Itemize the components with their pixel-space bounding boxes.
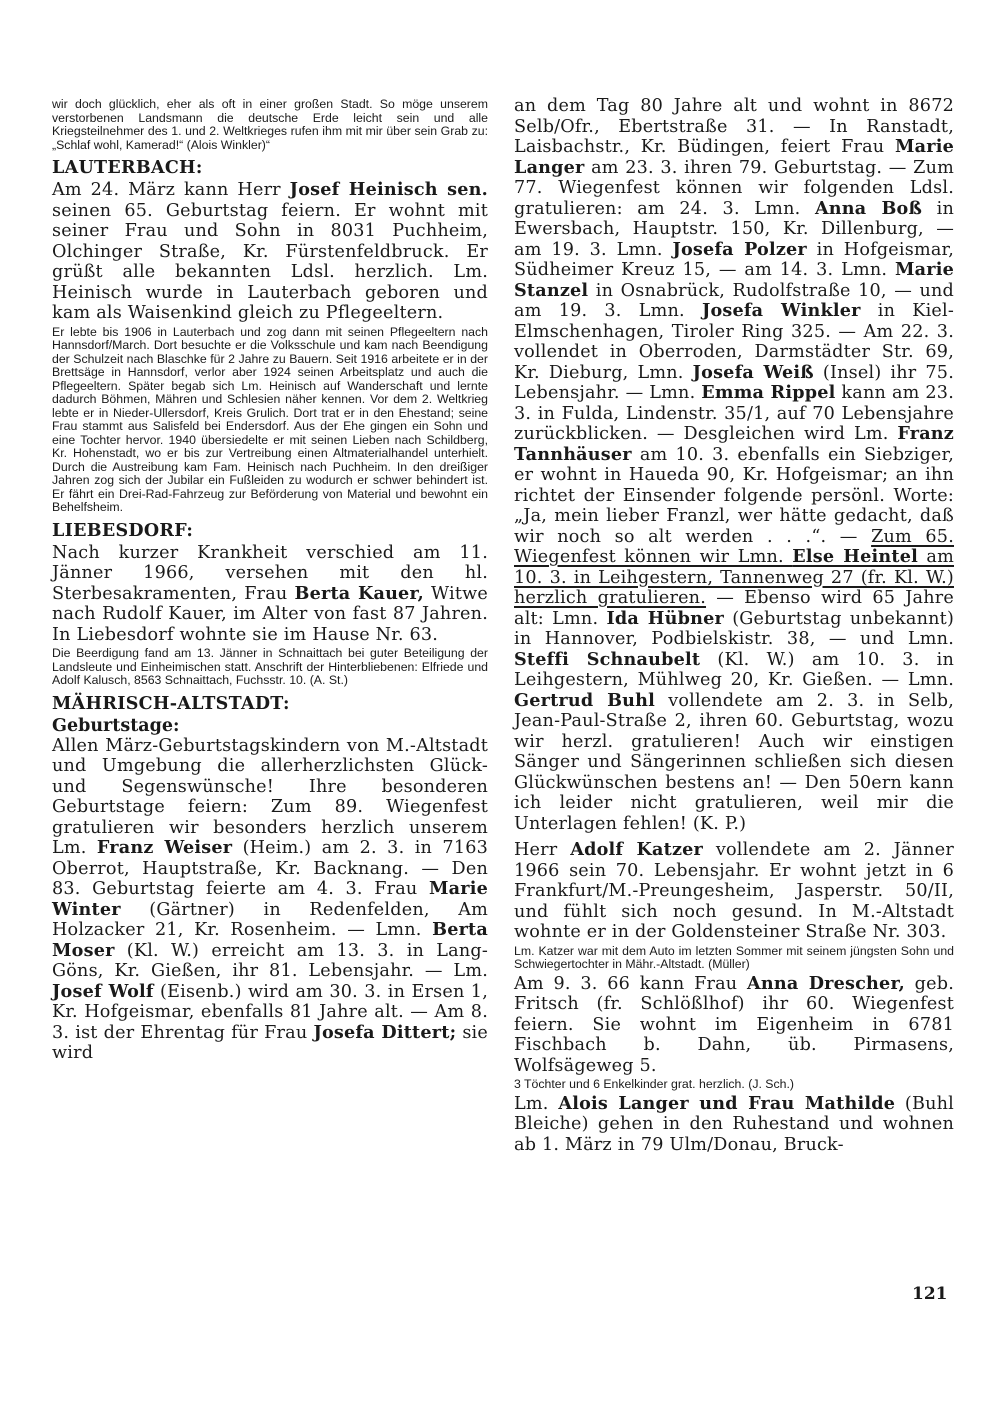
person-name: Josef Heinisch sen. — [289, 179, 488, 200]
katzer-paragraph: Herr Adolf Katzer vollendete am 2. Jänner 1966 sein 70. Lebensjahr. Er wohnt jetzt in 6 Frankfurt/M.-Preungesheim, Jasperstr. 50/II, und fühlt sich noch gesund. In M.-Altstadt wohnte er in der Goldensteiner Straße Nr. 303. — [514, 839, 954, 942]
person-name: Berta Moser — [52, 919, 488, 961]
liebesdorf-detail: Die Beerdigung fand am 13. Jänner in Schnaittach bei guter Beteiligung der Landsleute und Einheimischen statt. Anschrift der Hinterbliebenen: Elfriede und Adolf Kalusch, 8563 Schnaittach, Fuchsstr. 10. (A. St.) — [52, 646, 488, 687]
person-name: Else Heintel — [792, 546, 918, 567]
person-name: Franz Tannhäuser — [514, 423, 954, 465]
lauterbach-detail: Er lebte bis 1906 in Lauterbach und zog dann mit seinen Pflegeeltern nach Hannsdorf/March. Dort besuchte er die Volksschule und kam nach Beendigung der Schulzeit nach Blaschke für 2 Jahre zu Bauern. Seit 1916 arbeitete er in der Brettsäge in Hannsdorf, verlor aber 1924 seinen Arbeitsplatz und auch die Pflegeeltern. Später begab sich Lm. Heinisch auf Wanderschaft und lernte dadurch Böhmen, Mähren und Schlesien näher kennen. Vor dem 2. Weltkrieg lebte er in Nieder-Ullersdorf, Kreis Grulich. Dort trat er in den Ehestand; seine Frau stammt aus Salisfeld bei Endersdorf. Aus der Ehe gingen ein Sohn und eine Tochter hervor. 1940 übersiedelte er mit seinen Lieben nach Schildberg, Kr. Hohenstadt, wo er bis zur Vertreibung einen Altmaterialhandel unterhielt. Durch die Austreibung kam Fam. Heinisch nach Puchheim. In den dreißiger Jahren zog sich der Jubilar ein Fußleiden zu wodurch er schwer behindert ist. Er fährt ein Drei-Rad-Fahrzeug zur Beförderung von Material und bewohnt ein Behelfsheim. — [52, 324, 488, 514]
person-name: Gertrud Buhl — [514, 689, 656, 711]
person-name: Josefa Dittert; — [313, 1021, 457, 1043]
person-name: Berta Kauer, — [294, 582, 424, 604]
langer-paragraph: Lm. Alois Langer und Frau Mathilde (Buhl Bleiche) gehen in den Ruhestand und wohnen ab 1. März in 79 Ulm/Donau, Bruck- — [514, 1092, 954, 1155]
section-heading-lauterbach: LAUTERBACH: — [52, 158, 203, 178]
drescher-paragraph: Am 9. 3. 66 kann Frau Anna Drescher, geb. Fritsch (fr. Schlößlhof) ihr 60. Wiegenfest feiern. Sie wohnt im Eigenheim in 6781 Fischbach b. Dahn, üb. Pirmasens, Wolfsägeweg 5. — [514, 972, 955, 1076]
person-name: Emma Rippel — [701, 382, 836, 403]
underlined-passage: am 10. 3. in Leihgestern, Tannenweg 27 (fr. Kl. W.) herzlich gratulieren. — [514, 547, 954, 608]
subheading-geburtstage: Geburtstage: — [52, 715, 180, 736]
person-name: Anna Boß — [814, 197, 923, 219]
right-column — [514, 96, 954, 1155]
liebesdorf-paragraph: Nach kurzer Krankheit verschied am 11. Jänner 1966, versehen mit den hl. Sterbesakramenten, Frau Berta Kauer, Witwe nach Rudolf Kauer, im Alter von fast 87 Jahren. In Liebesdorf wohnte sie im Hause Nr. 63. — [52, 542, 488, 645]
person-name: Josefa Winkler — [701, 300, 861, 321]
person-name: Franz Weiser — [96, 837, 233, 858]
drescher-detail: 3 Töchter und 6 Enkelkinder grat. herzlich. (J. Sch.) — [514, 1077, 795, 1091]
birthday-paragraph: an dem Tag 80 Jahre alt und wohnt in 8672 Selb/Ofr., Ebertstraße 31. — In Ranstadt, Laisbachstr., Kr. Büdingen, feiert Frau Marie Langer am 23. 3. ihren 79. Geburtstag. — Zum 77. Wiegenfest können wir folgenden Ldsl. gratulieren: am 24. 3. Lmn. Anna Boß in Ewersbach, Hauptstr. 150, Kr. Dillenburg, — am 19. 3. Lmn. Josefa Polzer in Hofgeismar, Südheimer Kreuz 15, — am 14. 3. Lmn. Marie Stanzel in Osnabrück, Rudolfstraße 10, — und am 19. 3. Lmn. Josefa Winkler in Kiel-Elmschenhagen, Tiroler Ring 325. — Am 22. 3. vollendet in Oberroden, Darmstädter Str. 69, Kr. Dieburg, Lmn. Josefa Weiß (Insel) ihr 75. Lebensjahr. — Lmn. Emma Rippel kann am 23. 3. in Fulda, Lindenstr. 35/1, auf 70 Lebensjahre zurückblicken. — Desgleichen wird Lm. Franz Tannhäuser am 10. 3. ebenfalls ein Siebziger, er wohnt in Haueda 90, Kr. Hofgeismar; an ihn richtet der Einsender folgende persönl. Worte: „Ja, mein lieber Franzl, wer hätte gedacht, daß wir noch so alt werden . . .“. — Zum 65. Wiegenfest können wir Lmn. Else Heintel am 10. 3. in Leihgestern, Tannenweg 27 (fr. Kl. W.) herzlich gratulieren. — Ebenso wird 65 Jahre alt: Lmn. Ida Hübner (Geburtstag unbekannt) in Hannover, Podbielskistr. 38, — und Lmn. Steffi Schnaubelt (Kl. W.) am 10. 3. in Leihgestern, Mühlweg 20, Kr. Gießen. — Lmn. Gertrud Buhl vollendete am 2. 3. in Selb, Jean-Paul-Straße 2, ihren 60. Geburtstag, wozu wir herzl. gratulieren! Auch wir einstigen Sänger und Sängerinnen schließen sich diesen Glückwünschen bestens an! — Den 50ern kann ich leider nicht gratulieren, weil mir die Unterlagen fehlen! (K. P.) — [514, 96, 955, 834]
person-name: Marie Stanzel — [514, 259, 954, 301]
person-name: Josefa Weiß — [692, 361, 814, 383]
person-name: Steffi Schnaubelt — [514, 648, 701, 670]
person-name: Marie Langer — [514, 136, 954, 178]
section-heading-liebesdorf: LIEBESDORF: — [52, 520, 194, 541]
person-name: Josef Wolf — [52, 980, 154, 1002]
person-name: Alois Langer und Frau Mathilde — [558, 1092, 896, 1114]
left-column — [52, 96, 488, 1064]
underlined-passage: Zum 65. Wiegenfest können wir Lmn. — [514, 526, 954, 567]
lauterbach-paragraph: Am 24. März kann Herr Josef Heinisch sen. seinen 65. Geburtstag feiern. Er wohnt mit seiner Frau und Sohn in 8031 Puchheim, Olchinger Straße, Kr. Fürstenfeldbruck. Er grüßt alle bekannten Ldsl. herzlich. Lm. Heinisch wurde in Lauterbach geboren und kam als Waisenkind gleich zu Pflegeeltern. — [52, 179, 488, 323]
person-name: Ida Hübner — [606, 607, 724, 629]
person-name: Marie Winter — [52, 878, 488, 920]
intro-paragraph: wir doch glücklich, eher als oft in einer großen Stadt. So möge unserem verstorbenen Landsmann die deutsche Erde leicht sein und alle Kriegsteilnehmer des 1. und 2. Weltkrieges rufen ihm mit mir über sein Grab zu: „Schlaf wohl, Kamerad!“ (Alois Winkler)“ — [52, 97, 488, 152]
page-number: 121 — [912, 1284, 948, 1304]
section-heading-altstadt: MÄHRISCH-ALTSTADT: — [52, 693, 290, 714]
person-name: Josefa Polzer — [672, 238, 807, 260]
person-name: Adolf Katzer — [570, 839, 703, 860]
altstadt-paragraph: Allen März-Geburtstagskindern von M.-Altstadt und Umgebung die allerherzlichsten Glück- und Segenswünsche! Ihre besonderen Geburtstage feiern: Zum 89. Wiegenfest gratulieren wir besonders herzlich unserem Lm. Franz Weiser (Heim.) am 2. 3. in 7163 Oberrot, Hauptstraße, Kr. Backnang. — Den 83. Geburtstag feierte am 4. 3. Frau Marie Winter (Gärtner) in Redenfelden, Am Holzacker 21, Kr. Rosenheim. — Lmn. Berta Moser (Kl. W.) erreicht am 13. 3. in Lang-Göns, Kr. Gießen, ihr 81. Lebensjahr. — Lm. Josef Wolf (Eisenb.) wird am 30. 3. in Ersen 1, Kr. Hofgeismar, ebenfalls 81 Jahre alt. — Am 8. 3. ist der Ehrentag für Frau Josefa Dittert; sie wird — [52, 735, 489, 1063]
person-name: Anna Drescher, — [747, 972, 905, 994]
katzer-detail: Lm. Katzer war mit dem Auto im letzten Sommer mit seinem jüngsten Sohn und Schwiegertochter in Mähr.-Altstadt. (Müller) — [514, 943, 954, 971]
